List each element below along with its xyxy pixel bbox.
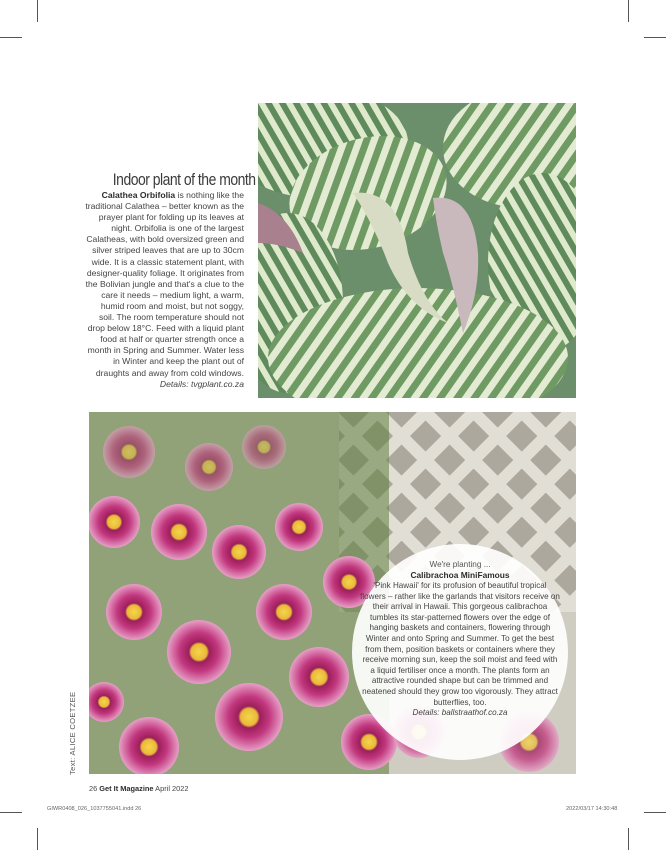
slug-timestamp: 2022/03/17 14:30:48 [566, 806, 618, 812]
crop-mark [628, 828, 629, 850]
feature-details-line [360, 708, 560, 719]
plant-of-month-article [84, 170, 256, 390]
folio [89, 784, 188, 793]
crop-mark [0, 37, 22, 38]
crop-mark [628, 0, 629, 22]
page-number: 26 [89, 784, 98, 793]
feature-plant-name: Calibrachoa MiniFamous [410, 570, 510, 580]
crop-mark [644, 812, 666, 813]
calathea-leaves-illustration [258, 103, 576, 398]
crop-mark [0, 812, 22, 813]
feature-body: 'Pink Hawaii' for its profusion of beautiful tropical flowers – rather like the garlands that visitors receive on their arrival in Hawaii. This gorgeous calibrachoa tumbles its star-patterned flowers over the edge of hanging baskets and containers, flowering through Winter and onto Spring and Summer. To get the best from them, position baskets or containers where they receive morning sun, keep the soil moist and feed with a liquid fertiliser once a month. The plants form an attractive rounded shape but can be trimmed and neatened should they grow too vigorously. They attract butterflies, too. [360, 581, 560, 707]
crop-mark [37, 828, 38, 850]
article-title: Indoor plant of the month [112, 170, 256, 189]
text-credit: Text: ALICE COETZEE [68, 691, 77, 775]
article-details-link: Details: tvgplant.co.za [159, 378, 244, 389]
feature-kicker: We're planting ... [429, 560, 491, 569]
crop-mark [644, 37, 666, 38]
article-body [84, 190, 244, 390]
crop-mark [37, 0, 38, 22]
feature-details-link: Details: ballstraathof.co.za [412, 708, 508, 718]
article-text: is nothing like the traditional Calathea – better known as the prayer plant for folding up its leaves at night. Orbifolia is one of the largest Calatheas, with bold oversized green and silver striped leaves that are up to 30cm wide. It is a classic statement plant, with designer-quality foliage. It originates from the Bolivian jungle and that's a clue to the care it needs – medium light, a warm, humid room and moist, but not soggy, soil. The room temperature should not drop below 18°C. Feed with a liquid plant food at half or quarter strength once a month in Spring and Summer. Water less in Winter and keep the plant out of draughts and away from cold windows. [85, 190, 244, 378]
article-lead: Calathea Orbifolia [101, 190, 176, 200]
calathea-photo [258, 103, 576, 398]
slug-filename: GIWR0408_026_1037755041.indd 26 [47, 806, 142, 812]
feature-callout [352, 544, 568, 760]
issue-date: April 2022 [155, 784, 189, 793]
magazine-name: Get It Magazine [99, 784, 154, 793]
